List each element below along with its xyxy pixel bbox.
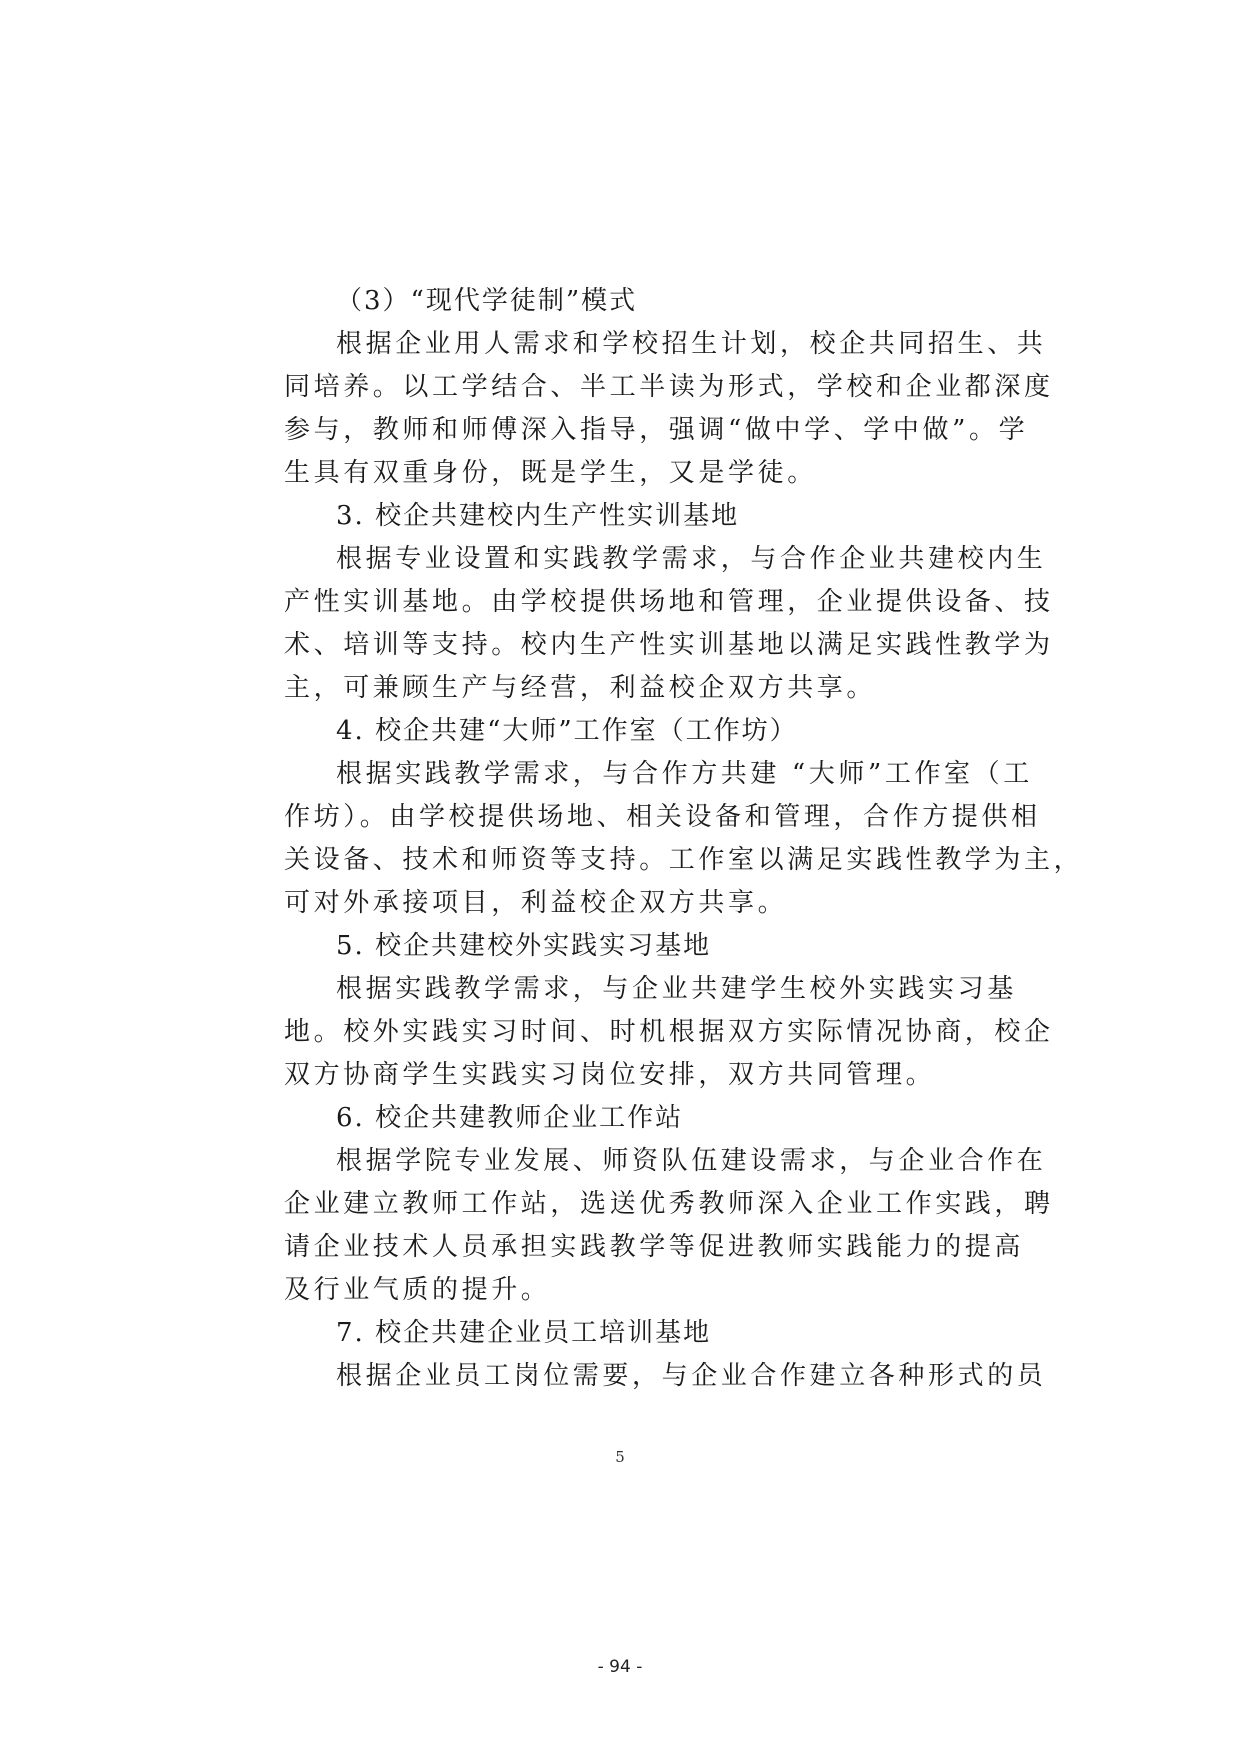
paragraph-line: 根据实践教学需求，与合作方共建 “大师”工作室（工 — [336, 759, 1033, 789]
paragraph-line: 可对外承接项目，利益校企双方共享。 — [284, 888, 788, 918]
section-heading-4: 4. 校企共建“大师”工作室（工作坊） — [336, 716, 798, 746]
paragraph-line: 双方协商学生实践实习岗位安排，双方共同管理。 — [284, 1060, 936, 1090]
paragraph-line: 生具有双重身份，既是学生，又是学徒。 — [284, 458, 817, 488]
page-number: 5 — [615, 1448, 625, 1466]
section-heading-5: 5. 校企共建校外实践实习基地 — [336, 931, 712, 961]
paragraph-line: 根据学院专业发展、师资队伍建设需求，与企业合作在 — [336, 1146, 1047, 1176]
section-heading-7: 7. 校企共建企业员工培训基地 — [336, 1318, 712, 1348]
document-body — [284, 280, 1084, 1398]
paragraph-line: 根据企业用人需求和学校招生计划，校企共同招生、共 — [336, 329, 1047, 359]
paragraph-line: 根据专业设置和实践教学需求，与合作企业共建校内生 — [336, 544, 1047, 574]
paragraph-line: 请企业技术人员承担实践教学等促进教师实践能力的提高 — [284, 1232, 1025, 1262]
paragraph-line: 主，可兼顾生产与经营，利益校企双方共享。 — [284, 673, 877, 703]
paragraph-line: 地。校外实践实习时间、时机根据双方实际情况协商，校企 — [284, 1017, 1054, 1047]
paragraph-line: 企业建立教师工作站，选送优秀教师深入企业工作实践，聘 — [284, 1189, 1054, 1219]
paragraph-line: 根据实践教学需求，与企业共建学生校外实践实习基 — [336, 974, 1017, 1004]
paragraph-line: 同培养。以工学结合、半工半读为形式，学校和企业都深度 — [284, 372, 1054, 402]
section-heading-3: 3. 校企共建校内生产性实训基地 — [336, 501, 740, 531]
paragraph-line: 术、培训等支持。校内生产性实训基地以满足实践性教学为 — [284, 630, 1054, 660]
paragraph-line: 及行业气质的提升。 — [284, 1275, 551, 1305]
footer-page-number: - 94 - — [597, 1657, 643, 1677]
paragraph-line: 参与，教师和师傅深入指导，强调“做中学、学中做”。学 — [284, 415, 1029, 445]
paragraph-line: 根据企业员工岗位需要，与企业合作建立各种形式的员 — [336, 1361, 1047, 1391]
paragraph-line: 作坊）。由学校提供场地、相关设备和管理，合作方提供相 — [284, 802, 1041, 832]
paragraph-line: 产性实训基地。由学校提供场地和管理，企业提供设备、技 — [284, 587, 1054, 617]
section-heading-6: 6. 校企共建教师企业工作站 — [336, 1103, 684, 1133]
section-heading-modern-apprenticeship: （3）“现代学徒制”模式 — [336, 286, 638, 316]
paragraph-line: 关设备、技术和师资等支持。工作室以满足实践性教学为主， — [284, 845, 1084, 875]
